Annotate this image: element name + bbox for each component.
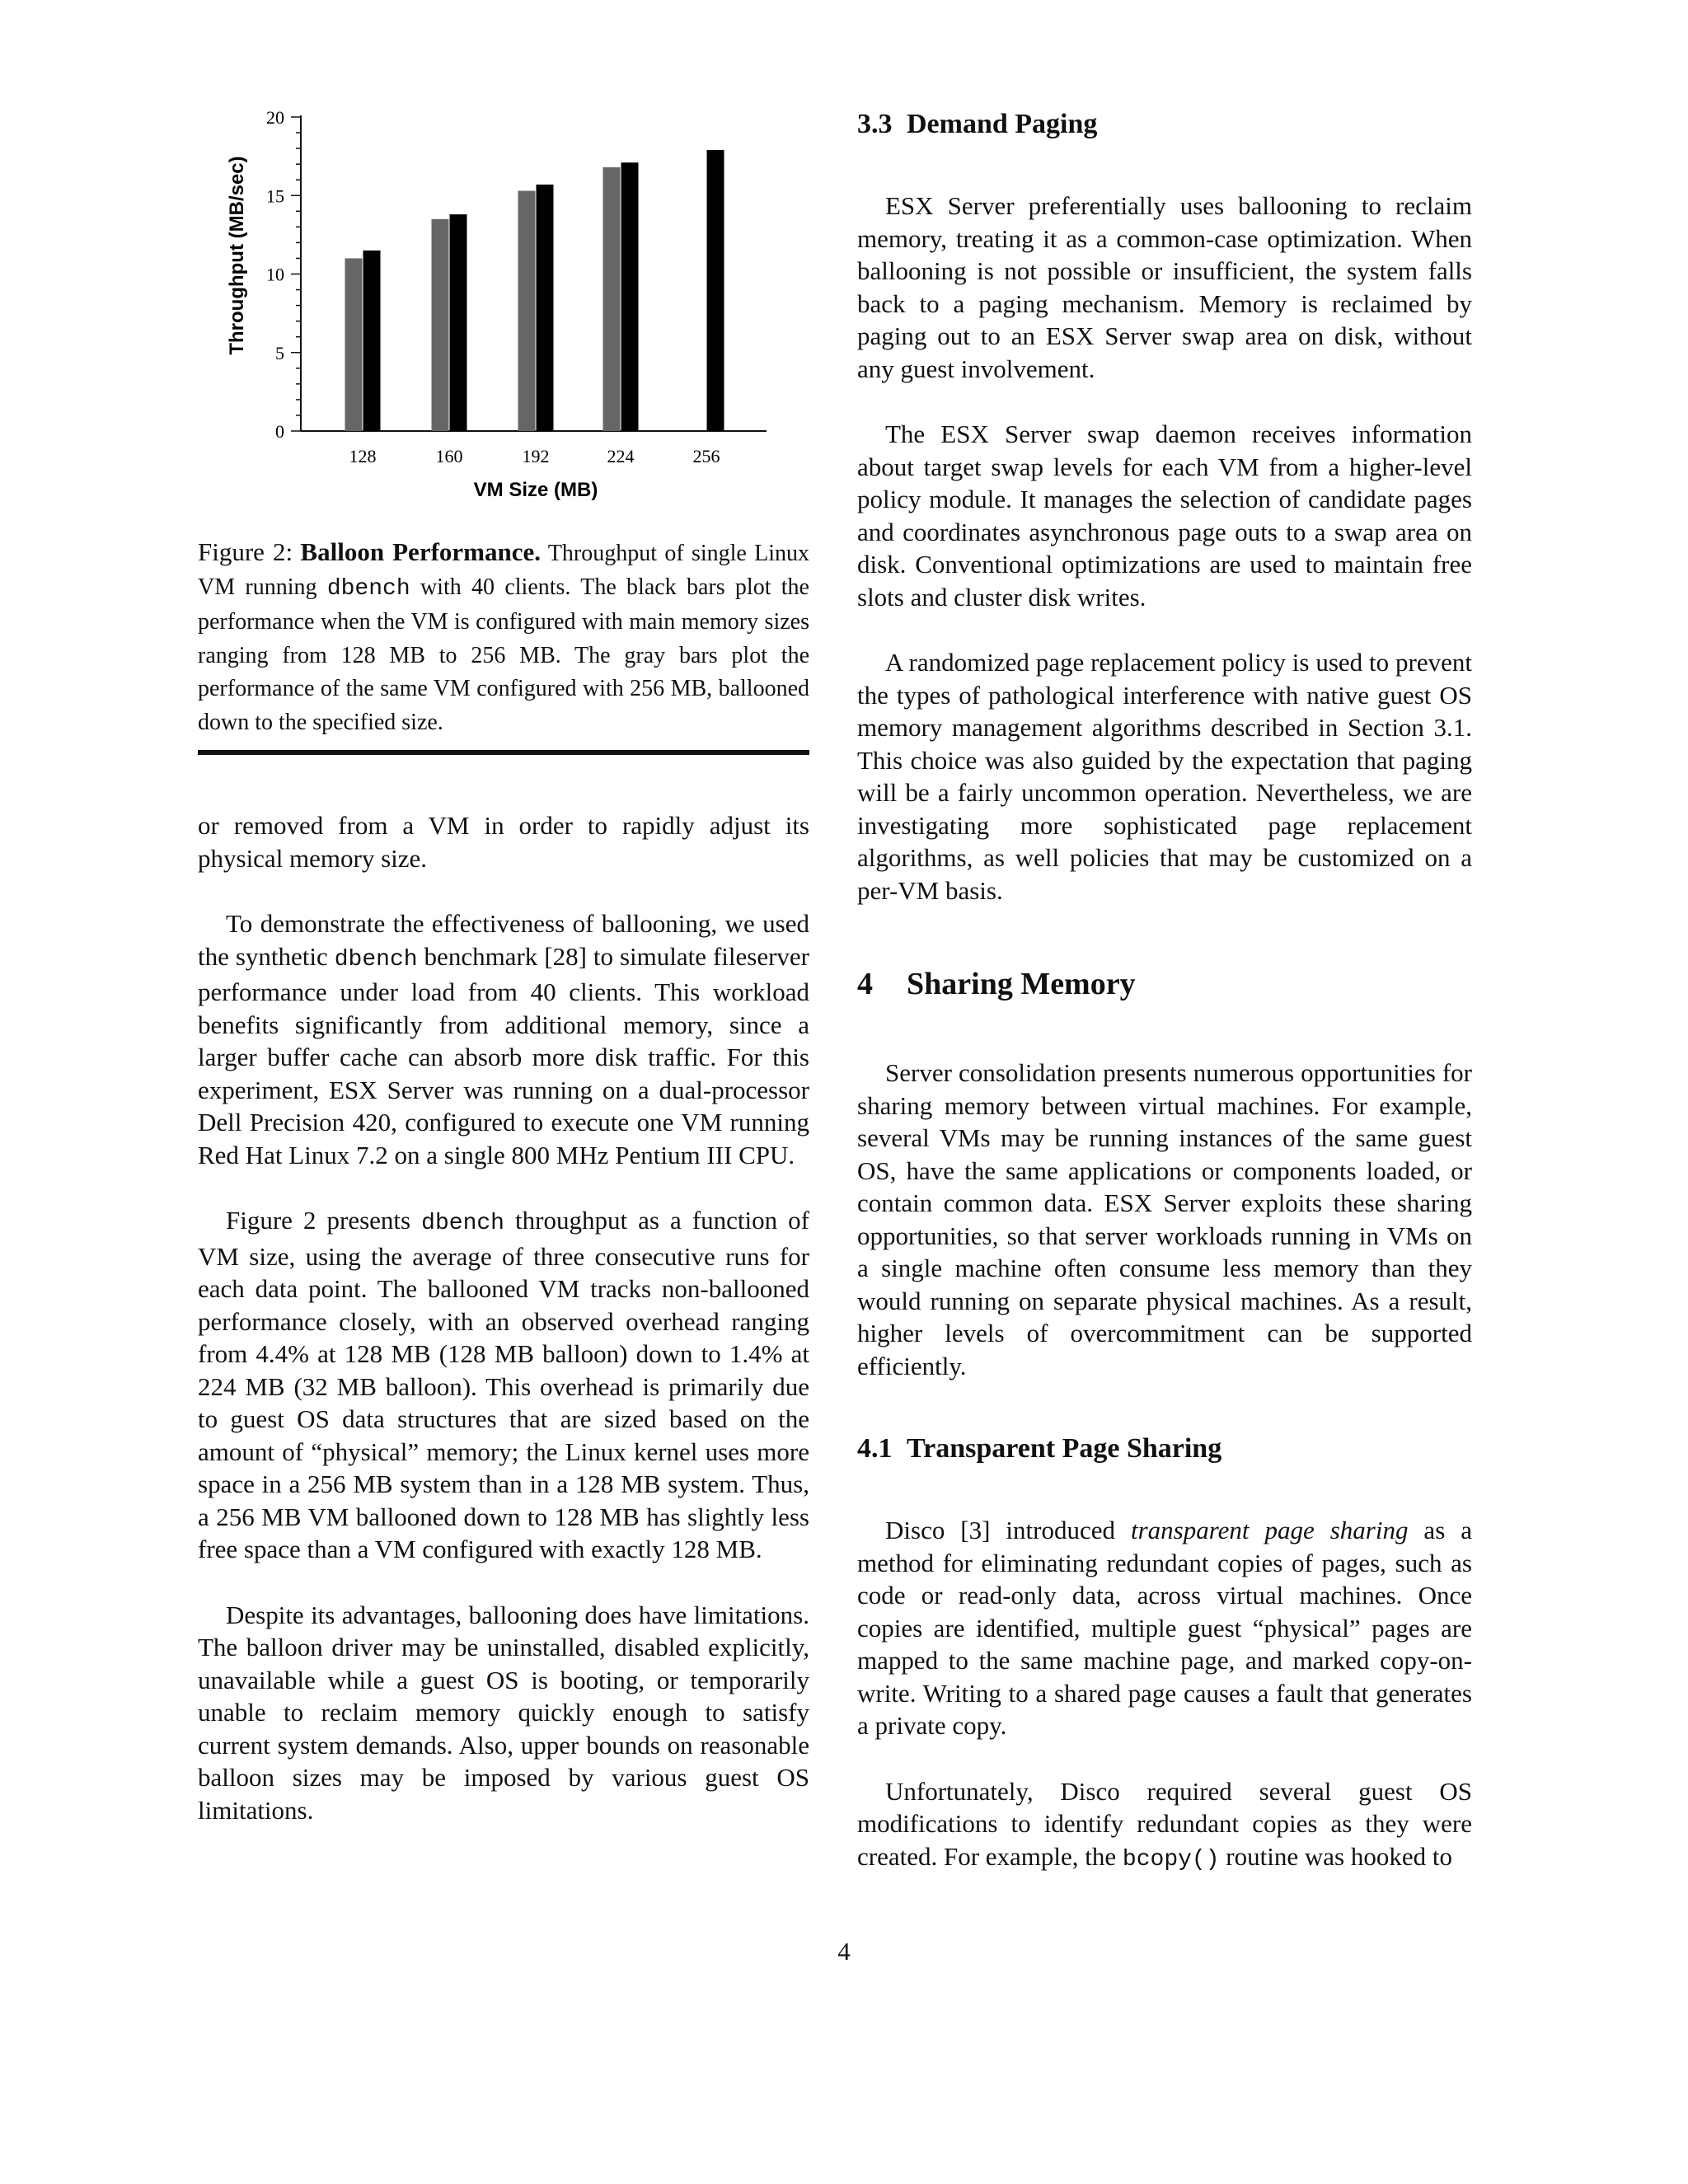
left-paragraph-1: or removed from a VM in order to rapidly adjust its physical memory size.	[198, 811, 809, 873]
text: throughput as a function of VM size, using the average of three consecutive runs for each data point. The ballooned VM tracks non-ballooned performance closely, with an observed overhead ranging from 4.4% at 128 MB (128 MB balloon) down to 1.4% at 224 MB (32 MB balloon). This overhead is primarily due to guest OS data structures that are sized based on the amount of “physical” memory; the Linux kernel uses more space in a 256 MB system than in a 128 MB system. Thus, a 256 MB VM ballooned down to 128 MB has slightly less free space than a VM configured with exactly 128 MB.	[198, 1206, 809, 1563]
left-paragraph-4: Despite its advantages, ballooning does have limitations. The balloon driver may be uninstalled, disabled explicitly, unavailable while a guest OS is booting, or temporarily unable to reclaim memory quickly enough to satisfy current system demands. Also, upper bounds on reasonable balloon sizes may be imposed by various guest OS limitations.	[198, 1600, 809, 1825]
left-body	[198, 809, 809, 1859]
bar-ballooned	[603, 167, 621, 431]
x-tick-label: 192	[522, 446, 550, 466]
bar-ballooned	[518, 191, 536, 431]
section-title: Sharing Memory	[907, 967, 1136, 1001]
caption-text-1: Throughput of single Linux VM running	[198, 541, 810, 600]
section-number: 4	[857, 967, 873, 1001]
section-number: 3.3	[857, 109, 893, 139]
chart-xlabel: VM Size (MB)	[473, 479, 598, 501]
y-tick-label: 20	[266, 107, 284, 128]
bar-configured	[707, 150, 724, 431]
x-tick-label: 256	[692, 446, 720, 466]
section-3-3-heading	[857, 109, 1472, 140]
x-tick-label: 160	[435, 446, 463, 466]
figure-separator-rule	[198, 750, 809, 755]
left-paragraph-3	[198, 1204, 809, 1566]
left-paragraph-2	[198, 907, 809, 1171]
figure-caption	[198, 536, 809, 739]
y-tick-label: 0	[275, 421, 284, 442]
page-number: 4	[837, 1937, 851, 1966]
section-number: 4.1	[857, 1433, 893, 1464]
y-tick-label: 15	[266, 185, 284, 207]
caption-code: dbench	[326, 575, 410, 602]
code-dbench: dbench	[421, 1211, 504, 1236]
right-paragraph-2: The ESX Server swap daemon receives information about target swap levels for each VM from a higher-level policy module. It manages the selection of candidate pages and coordinates asynchronous page outs to a swap area on disk. Conventional optimizations are used to maintain free slots and cluster disk writes.	[857, 419, 1472, 612]
text: benchmark [28] to simulate fileserver performance under load from 40 clients. This workload benefits significantly from additional memory, since a larger buffer cache can absorb more disk traffic. For this experiment, ESX Server was running on a dual-processor Dell Precision 420, configured to execute one VM running Red Hat Linux 7.2 on a single 800 MHz Pentium III CPU.	[198, 941, 809, 1169]
text: To demonstrate the effectiveness of ballooning, we used the synthetic	[198, 909, 809, 971]
section-title: Transparent Page Sharing	[907, 1433, 1222, 1464]
figure-title: Balloon Performance.	[300, 537, 541, 566]
right-paragraph-1: ESX Server preferentially uses ballooning to reclaim memory, treating it as a common-case optimization. When ballooning is not possible or insufficient, the system falls back to a paging mechanism. Memory is reclaimed by paging out to an ESX Server swap area on disk, without any guest involvement.	[857, 191, 1472, 383]
x-tick-label: 224	[607, 446, 635, 466]
right-paragraph-5	[857, 1514, 1472, 1742]
text: as a method for eliminating redundant copies of pages, such as code or read-only data, across virtual machines. Once copies are identified, multiple guest “physical” pages are mapped to the same machine page, and marked copy-on-write. Writing to a shared page causes a fault that generates a private copy.	[857, 1516, 1472, 1740]
right-column	[857, 109, 1472, 1909]
section-title: Demand Paging	[907, 109, 1098, 139]
bar-configured	[450, 214, 467, 431]
section-4-1-heading	[857, 1433, 1472, 1465]
right-paragraph-3: A randomized page replacement policy is used to prevent the types of pathological interference with native guest OS memory management algorithms described in Section 3.1. This choice was also guided by the expectation that paging will be a fairly uncommon operation. Nevertheless, we are investigating more sophisticated page replacement algorithms, as well policies that may be customized on a per-VM basis.	[857, 648, 1472, 905]
bar-ballooned	[345, 258, 363, 431]
y-tick-label: 10	[266, 264, 284, 285]
caption-text-2: with 40 clients. The black bars plot the performance when the VM is configured with main memory sizes ranging from 128 MB to 256 MB. The gray bars plot the performance of the same VM configured with 256 MB, ballooned down to the specified size.	[198, 574, 809, 735]
bar-configured	[621, 162, 639, 431]
bar-configured	[363, 251, 381, 431]
bar-ballooned	[432, 219, 449, 431]
right-paragraph-4: Server consolidation presents numerous opportunities for sharing memory between virtual machines. For example, several VMs may be running instances of the same guest OS, have the same applications or components loaded, or contain common data. ESX Server exploits these sharing opportunities, so that server workloads running in VMs on a single machine often consume less memory than they would running on separate physical machines. As a result, higher levels of overcommitment can be supported efficiently.	[857, 1058, 1472, 1380]
section-4-heading	[857, 966, 1472, 1002]
emphasis-term: transparent page sharing	[1130, 1516, 1409, 1544]
code-dbench: dbench	[334, 946, 418, 972]
text: routine was hooked to	[1219, 1841, 1452, 1871]
right-paragraph-6	[857, 1775, 1472, 1877]
code-bcopy: bcopy()	[1122, 1846, 1220, 1872]
bar-configured	[537, 185, 554, 431]
x-tick-label: 128	[349, 446, 377, 466]
y-tick-label: 5	[275, 342, 284, 363]
text: Disco [3] introduced	[885, 1516, 1131, 1544]
figure-label: Figure 2:	[198, 537, 293, 566]
text: Unfortunately, Disco required several guest OS modifications to identify redundant copies as they were created. For example, the	[857, 1776, 1472, 1871]
balloon-performance-chart	[198, 91, 809, 602]
chart-ylabel: Throughput (MB/sec)	[226, 156, 248, 355]
text: Figure 2 presents	[226, 1206, 422, 1235]
